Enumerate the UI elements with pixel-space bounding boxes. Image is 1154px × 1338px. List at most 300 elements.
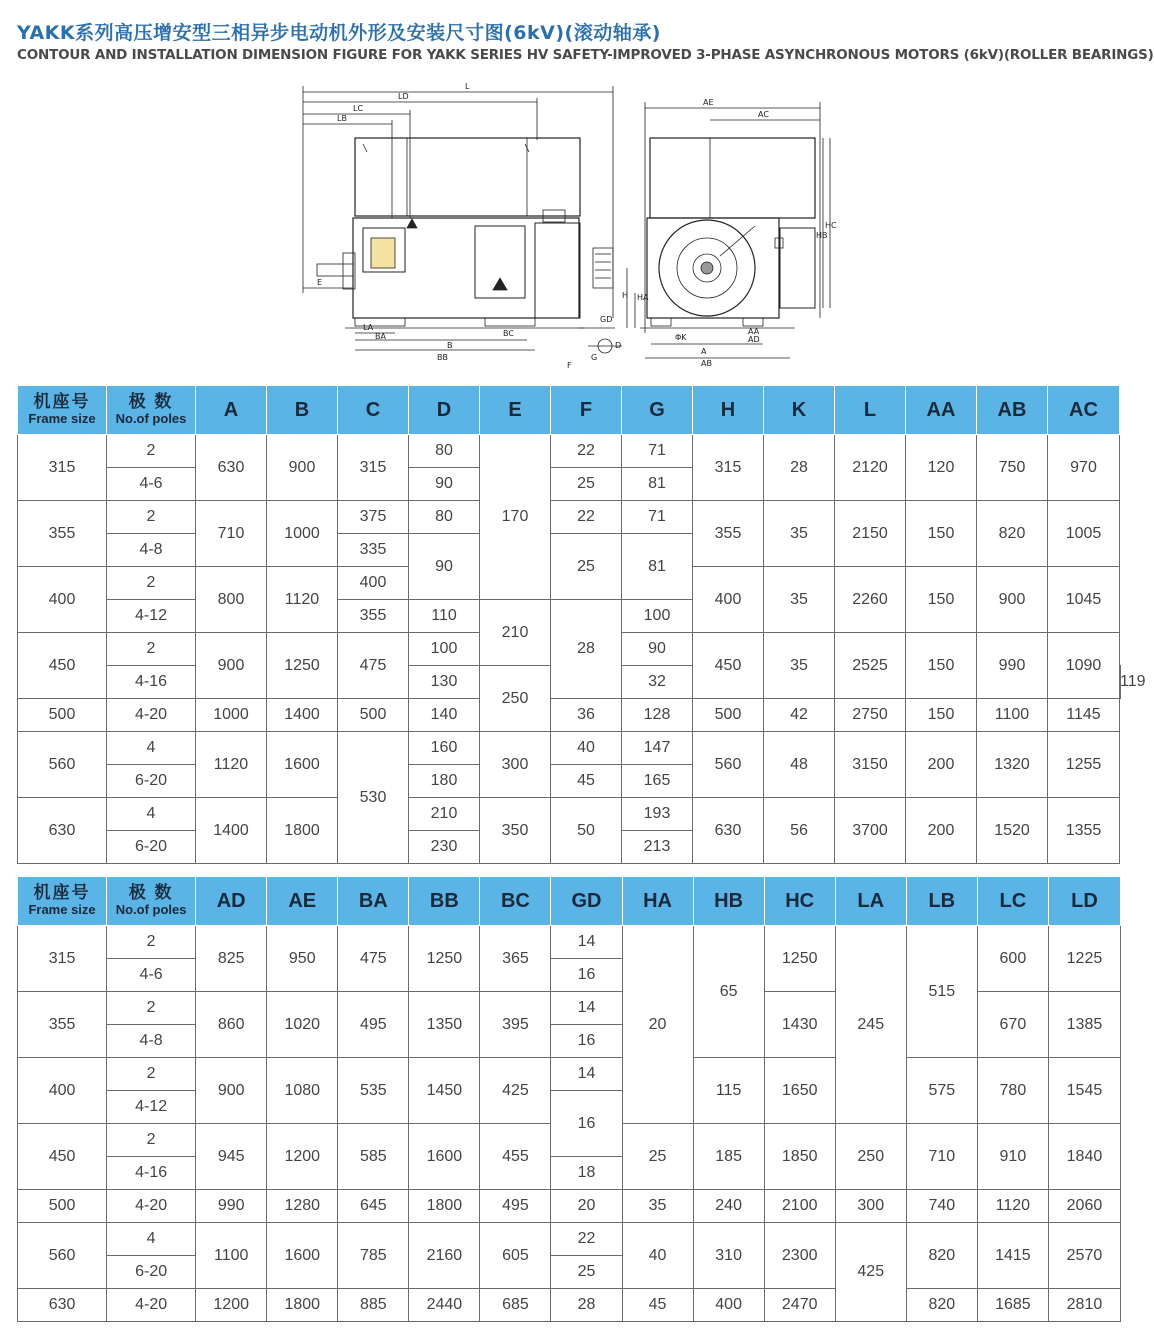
cell-gd: 16 bbox=[551, 1025, 622, 1058]
cell-bc: 455 bbox=[480, 1124, 551, 1190]
cell-f: 32 bbox=[622, 666, 693, 699]
cell-h: 500 bbox=[693, 699, 764, 732]
cell-g: 81 bbox=[622, 534, 693, 600]
header-col: HC bbox=[764, 877, 835, 926]
cell-poles: 4-20 bbox=[107, 1190, 196, 1223]
cell-frame: 450 bbox=[18, 1124, 107, 1190]
header-col: AB bbox=[977, 386, 1048, 435]
cell-b: 1000 bbox=[267, 501, 338, 567]
cell-h: 315 bbox=[693, 435, 764, 501]
dim-label-aa: AA bbox=[748, 327, 760, 336]
cell-g: 147 bbox=[622, 732, 693, 765]
cell-gd: 14 bbox=[551, 926, 622, 959]
cell-f: 25 bbox=[551, 468, 622, 501]
cell-ab: 820 bbox=[977, 501, 1048, 567]
cell-ab: 1520 bbox=[977, 798, 1048, 864]
end-view bbox=[627, 102, 830, 358]
cell-b: 1800 bbox=[267, 798, 338, 864]
cell-ac: 1090 bbox=[1048, 633, 1120, 699]
cell-gd: 14 bbox=[551, 992, 622, 1025]
cell-e: 210 bbox=[480, 600, 551, 666]
cell-ab: 900 bbox=[977, 567, 1048, 633]
cell-hb: 185 bbox=[693, 1124, 764, 1190]
cell-frame: 450 bbox=[18, 633, 107, 699]
cell-frame: 315 bbox=[18, 435, 107, 501]
table-row bbox=[18, 1190, 1121, 1223]
cell-ae: 1080 bbox=[267, 1058, 338, 1124]
cell-bb: 1250 bbox=[409, 926, 480, 992]
header-col: B bbox=[267, 386, 338, 435]
cell-ac: 1005 bbox=[1048, 501, 1120, 567]
cell-f: 40 bbox=[551, 732, 622, 765]
cell-ac: 1145 bbox=[1048, 699, 1120, 732]
header-col: BA bbox=[338, 877, 409, 926]
cell-lc: 910 bbox=[977, 1124, 1048, 1190]
cell-d: 80 bbox=[409, 501, 480, 534]
cell-poles: 4 bbox=[107, 1223, 196, 1256]
table-row bbox=[18, 926, 1121, 959]
cell-d: 100 bbox=[409, 633, 480, 666]
cell-bc: 685 bbox=[480, 1289, 551, 1322]
cell-poles: 4-6 bbox=[107, 468, 196, 501]
cell-poles: 4-12 bbox=[107, 600, 196, 633]
cell-f: 36 bbox=[551, 699, 622, 732]
cell-aa: 120 bbox=[906, 435, 977, 501]
cell-g: 165 bbox=[622, 765, 693, 798]
cell-a: 1000 bbox=[196, 699, 267, 732]
cell-ba: 885 bbox=[338, 1289, 409, 1322]
header-col: G bbox=[622, 386, 693, 435]
cell-la: 425 bbox=[835, 1223, 906, 1322]
dim-label-g: G bbox=[591, 353, 598, 362]
dim-label-la: LA bbox=[363, 323, 374, 332]
cell-lb: 515 bbox=[906, 926, 977, 1058]
header-col: LB bbox=[906, 877, 977, 926]
cell-gd: 22 bbox=[551, 1223, 622, 1256]
cell-l: 2150 bbox=[835, 501, 906, 567]
cell-la: 250 bbox=[835, 1124, 906, 1190]
cell-e: 250 bbox=[480, 666, 551, 732]
dim-label-h: H bbox=[622, 291, 629, 300]
dim-label-ha: HA bbox=[637, 293, 649, 302]
header-col: LC bbox=[977, 877, 1048, 926]
header-col: E bbox=[480, 386, 551, 435]
header-col: H bbox=[693, 386, 764, 435]
cell-ae: 1600 bbox=[267, 1223, 338, 1289]
cell-f: 28 bbox=[551, 600, 622, 699]
cell-bc: 425 bbox=[480, 1058, 551, 1124]
cell-aa: 150 bbox=[906, 567, 977, 633]
cell-ld: 1545 bbox=[1048, 1058, 1120, 1124]
table-row bbox=[18, 435, 1121, 468]
cell-ac: 970 bbox=[1048, 435, 1120, 501]
cell-hc: 2300 bbox=[764, 1223, 835, 1289]
cell-ha: 45 bbox=[622, 1289, 693, 1322]
cell-poles: 4-6 bbox=[107, 959, 196, 992]
cell-a: 1120 bbox=[196, 732, 267, 798]
header-col: LD bbox=[1048, 877, 1120, 926]
cell-gd: 18 bbox=[551, 1157, 622, 1190]
cell-d: 110 bbox=[409, 600, 480, 633]
dim-label-lc: LC bbox=[353, 104, 364, 113]
cell-ab: 990 bbox=[977, 633, 1048, 699]
cell-frame: 315 bbox=[18, 926, 107, 992]
cell-k: 42 bbox=[764, 699, 835, 732]
cell-ae: 1020 bbox=[267, 992, 338, 1058]
header-col: BB bbox=[409, 877, 480, 926]
cell-l: 2120 bbox=[835, 435, 906, 501]
cell-ae: 1280 bbox=[267, 1190, 338, 1223]
dim-label-a: A bbox=[701, 347, 707, 356]
header-col: AA bbox=[906, 386, 977, 435]
cell-la: 300 bbox=[835, 1190, 906, 1223]
side-view bbox=[303, 86, 622, 353]
cell-frame: 500 bbox=[18, 1190, 107, 1223]
cell-poles: 4-20 bbox=[107, 1289, 196, 1322]
cell-bb: 2160 bbox=[409, 1223, 480, 1289]
cell-ld: 1840 bbox=[1048, 1124, 1120, 1190]
cell-ba: 785 bbox=[338, 1223, 409, 1289]
cell-poles: 2 bbox=[107, 567, 196, 600]
cell-g: 119 bbox=[1120, 666, 1121, 699]
cell-ha: 25 bbox=[622, 1124, 693, 1190]
cell-l: 2750 bbox=[835, 699, 906, 732]
header-col: D bbox=[409, 386, 480, 435]
cell-poles: 2 bbox=[107, 926, 196, 959]
cell-g: 213 bbox=[622, 831, 693, 864]
cell-bc: 365 bbox=[480, 926, 551, 992]
cell-aa: 150 bbox=[906, 501, 977, 567]
cell-hc: 1430 bbox=[764, 992, 835, 1058]
header-col: HA bbox=[622, 877, 693, 926]
cell-ac: 1045 bbox=[1048, 567, 1120, 633]
cell-bb: 1600 bbox=[409, 1124, 480, 1190]
cell-bb: 1800 bbox=[409, 1190, 480, 1223]
cell-lb: 740 bbox=[906, 1190, 977, 1223]
cell-ab: 750 bbox=[977, 435, 1048, 501]
header-col: C bbox=[338, 386, 409, 435]
cell-lc: 1120 bbox=[977, 1190, 1048, 1223]
dim-label-d: D bbox=[615, 341, 622, 350]
cell-h: 630 bbox=[693, 798, 764, 864]
cell-lc: 780 bbox=[977, 1058, 1048, 1124]
cell-f: 45 bbox=[551, 765, 622, 798]
cell-lb: 820 bbox=[906, 1223, 977, 1289]
cell-poles: 4-8 bbox=[107, 1025, 196, 1058]
cell-bb: 1350 bbox=[409, 992, 480, 1058]
dim-label-b: B bbox=[447, 341, 453, 350]
cell-f: 22 bbox=[551, 501, 622, 534]
cell-poles: 4-12 bbox=[107, 1091, 196, 1124]
table-header-row bbox=[18, 386, 1121, 435]
cell-ld: 2810 bbox=[1048, 1289, 1120, 1322]
cell-lb: 575 bbox=[906, 1058, 977, 1124]
cell-frame: 355 bbox=[18, 992, 107, 1058]
cell-d: 90 bbox=[409, 468, 480, 501]
cell-d: 130 bbox=[409, 666, 480, 699]
cell-g: 71 bbox=[622, 435, 693, 468]
cell-ac: 1355 bbox=[1048, 798, 1120, 864]
cell-a: 1400 bbox=[196, 798, 267, 864]
cell-lc: 1685 bbox=[977, 1289, 1048, 1322]
cell-bb: 1450 bbox=[409, 1058, 480, 1124]
page-title-english: CONTOUR AND INSTALLATION DIMENSION FIGURE FOR YAKK SERIES HV SAFETY-IMPROVED 3-PHASE ASYNCHRONOUS MOTORS (6kV)(ROLLER BEARINGS) bbox=[17, 47, 1154, 63]
cell-h: 450 bbox=[693, 633, 764, 699]
dim-label-bb: BB bbox=[437, 353, 448, 362]
cell-l: 2260 bbox=[835, 567, 906, 633]
cell-hc: 2100 bbox=[764, 1190, 835, 1223]
cell-gd: 16 bbox=[551, 1091, 622, 1157]
motor-outline-drawing bbox=[295, 78, 840, 370]
cell-g: 193 bbox=[622, 798, 693, 831]
cell-poles: 4-16 bbox=[107, 666, 196, 699]
table-row bbox=[18, 699, 1121, 732]
cell-ad: 1200 bbox=[196, 1289, 267, 1322]
cell-lb: 710 bbox=[906, 1124, 977, 1190]
cell-bb: 2440 bbox=[409, 1289, 480, 1322]
cell-b: 1120 bbox=[267, 567, 338, 633]
dim-label-bc: BC bbox=[503, 329, 514, 338]
cell-hc: 2470 bbox=[764, 1289, 835, 1322]
dim-label-e: E bbox=[317, 278, 323, 287]
cell-c: 500 bbox=[338, 699, 409, 732]
cell-c: 335 bbox=[338, 534, 409, 567]
table-row bbox=[18, 732, 1121, 765]
cell-hb: 115 bbox=[693, 1058, 764, 1124]
cell-b: 1600 bbox=[267, 732, 338, 798]
dim-label-gd: GD bbox=[600, 315, 613, 324]
cell-g: 81 bbox=[622, 468, 693, 501]
cell-frame: 560 bbox=[18, 1223, 107, 1289]
cell-frame: 630 bbox=[18, 798, 107, 864]
cell-ae: 1800 bbox=[267, 1289, 338, 1322]
cell-b: 1250 bbox=[267, 633, 338, 699]
cell-k: 35 bbox=[764, 633, 835, 699]
cell-poles: 4 bbox=[107, 732, 196, 765]
dim-label-l: L bbox=[465, 82, 470, 91]
cell-poles: 4-8 bbox=[107, 534, 196, 567]
dimension-table-1 bbox=[17, 385, 1146, 864]
cell-ae: 1200 bbox=[267, 1124, 338, 1190]
cell-ae: 950 bbox=[267, 926, 338, 992]
dim-label-ae: AE bbox=[703, 98, 714, 107]
dim-label-ac: AC bbox=[758, 110, 769, 119]
header-poles: 极 数 No.of poles bbox=[107, 877, 196, 926]
table-row bbox=[18, 1058, 1121, 1091]
page-title-chinese: YAKK系列高压增安型三相异步电动机外形及安装尺寸图(6kV)(滚动轴承) bbox=[17, 22, 661, 44]
header-col: HB bbox=[693, 877, 764, 926]
cell-d: 230 bbox=[409, 831, 480, 864]
cell-ba: 475 bbox=[338, 926, 409, 992]
cell-g: 71 bbox=[622, 501, 693, 534]
header-frame-size: 机座号 Frame size bbox=[18, 386, 107, 435]
cell-c: 530 bbox=[338, 732, 409, 864]
table-row bbox=[18, 1289, 1121, 1322]
cell-a: 900 bbox=[196, 633, 267, 699]
dim-label-hc: HC bbox=[825, 221, 837, 230]
cell-d: 180 bbox=[409, 765, 480, 798]
cell-frame: 400 bbox=[18, 1058, 107, 1124]
table-header-row bbox=[18, 877, 1121, 926]
cell-frame: 630 bbox=[18, 1289, 107, 1322]
cell-h: 400 bbox=[693, 567, 764, 633]
cell-ab: 1320 bbox=[977, 732, 1048, 798]
cell-bc: 395 bbox=[480, 992, 551, 1058]
cell-frame: 560 bbox=[18, 732, 107, 798]
dim-label-f: F bbox=[567, 361, 572, 370]
header-col: L bbox=[835, 386, 906, 435]
cell-gd: 14 bbox=[551, 1058, 622, 1091]
cell-gd: 28 bbox=[551, 1289, 622, 1322]
cell-aa: 200 bbox=[906, 732, 977, 798]
cell-poles: 2 bbox=[107, 992, 196, 1025]
cell-frame: 500 bbox=[18, 699, 107, 732]
cell-hb: 310 bbox=[693, 1223, 764, 1289]
cell-hc: 1850 bbox=[764, 1124, 835, 1190]
table-row bbox=[18, 798, 1121, 831]
cell-d: 140 bbox=[409, 699, 480, 732]
cell-gd: 20 bbox=[551, 1190, 622, 1223]
cell-c: 315 bbox=[338, 435, 409, 501]
cell-c: 375 bbox=[338, 501, 409, 534]
header-col: A bbox=[196, 386, 267, 435]
cell-hb: 240 bbox=[693, 1190, 764, 1223]
cell-h: 355 bbox=[693, 501, 764, 567]
cell-ac: 1255 bbox=[1048, 732, 1120, 798]
cell-k: 35 bbox=[764, 501, 835, 567]
cell-poles: 6-20 bbox=[107, 1256, 196, 1289]
cell-poles: 2 bbox=[107, 1058, 196, 1091]
cell-h: 560 bbox=[693, 732, 764, 798]
dimension-table-2 bbox=[17, 876, 1121, 1322]
cell-aa: 150 bbox=[906, 633, 977, 699]
header-frame-size: 机座号 Frame size bbox=[18, 877, 107, 926]
cell-k: 35 bbox=[764, 567, 835, 633]
cell-ad: 990 bbox=[196, 1190, 267, 1223]
cell-bc: 605 bbox=[480, 1223, 551, 1289]
cell-poles: 4-20 bbox=[107, 699, 196, 732]
cell-l: 2525 bbox=[835, 633, 906, 699]
cell-ha: 35 bbox=[622, 1190, 693, 1223]
cell-f: 50 bbox=[551, 798, 622, 864]
cell-c: 475 bbox=[338, 633, 409, 699]
cell-c: 355 bbox=[338, 600, 409, 633]
cell-ba: 585 bbox=[338, 1124, 409, 1190]
dim-label-k: ΦK bbox=[675, 333, 687, 342]
cell-ad: 1100 bbox=[196, 1223, 267, 1289]
cell-ba: 645 bbox=[338, 1190, 409, 1223]
cell-lc: 1415 bbox=[977, 1223, 1048, 1289]
header-col: AC bbox=[1048, 386, 1120, 435]
cell-g: 100 bbox=[622, 600, 693, 633]
cell-poles: 4-16 bbox=[107, 1157, 196, 1190]
cell-poles: 6-20 bbox=[107, 765, 196, 798]
cell-hc: 1650 bbox=[764, 1058, 835, 1124]
cell-ba: 495 bbox=[338, 992, 409, 1058]
table-row bbox=[18, 501, 1121, 534]
cell-ld: 2060 bbox=[1048, 1190, 1120, 1223]
dim-label-lb: LB bbox=[337, 114, 347, 123]
cell-poles: 6-20 bbox=[107, 831, 196, 864]
cell-g: 128 bbox=[622, 699, 693, 732]
cell-hb: 400 bbox=[693, 1289, 764, 1322]
cell-aa: 200 bbox=[906, 798, 977, 864]
cell-ad: 900 bbox=[196, 1058, 267, 1124]
header-col: AE bbox=[267, 877, 338, 926]
dim-label-ab: AB bbox=[701, 359, 712, 368]
cell-lc: 670 bbox=[977, 992, 1048, 1058]
cell-gd: 25 bbox=[551, 1256, 622, 1289]
cell-hc: 1250 bbox=[764, 926, 835, 992]
cell-d: 80 bbox=[409, 435, 480, 468]
cell-ad: 860 bbox=[196, 992, 267, 1058]
cell-bc: 495 bbox=[480, 1190, 551, 1223]
cell-l: 3150 bbox=[835, 732, 906, 798]
cell-ld: 1385 bbox=[1048, 992, 1120, 1058]
cell-lc: 600 bbox=[977, 926, 1048, 992]
cell-ld: 2570 bbox=[1048, 1223, 1120, 1289]
cell-lb: 820 bbox=[906, 1289, 977, 1322]
cell-e: 170 bbox=[480, 435, 551, 600]
cell-frame: 355 bbox=[18, 501, 107, 567]
dim-label-hb: HB bbox=[816, 231, 828, 240]
header-poles: 极 数 No.of poles bbox=[107, 386, 196, 435]
cell-d: 160 bbox=[409, 732, 480, 765]
cell-b: 1400 bbox=[267, 699, 338, 732]
cell-k: 56 bbox=[764, 798, 835, 864]
cell-k: 28 bbox=[764, 435, 835, 501]
cell-d: 210 bbox=[409, 798, 480, 831]
cell-poles: 4 bbox=[107, 798, 196, 831]
cell-la: 245 bbox=[835, 926, 906, 1124]
table-row bbox=[18, 1223, 1121, 1256]
header-col: GD bbox=[551, 877, 622, 926]
cell-ha: 20 bbox=[622, 926, 693, 1124]
header-col: K bbox=[764, 386, 835, 435]
cell-gd: 16 bbox=[551, 959, 622, 992]
cell-e: 300 bbox=[480, 732, 551, 798]
header-col: AD bbox=[196, 877, 267, 926]
cell-poles: 2 bbox=[107, 435, 196, 468]
cell-l: 3700 bbox=[835, 798, 906, 864]
dim-label-ad: AD bbox=[748, 335, 760, 344]
cell-poles: 2 bbox=[107, 1124, 196, 1157]
cell-ld: 1225 bbox=[1048, 926, 1120, 992]
cell-d: 90 bbox=[409, 534, 480, 600]
cell-aa: 150 bbox=[906, 699, 977, 732]
cell-ad: 945 bbox=[196, 1124, 267, 1190]
cell-f: 22 bbox=[551, 435, 622, 468]
cell-hb: 65 bbox=[693, 926, 764, 1058]
header-col: LA bbox=[835, 877, 906, 926]
cell-ba: 535 bbox=[338, 1058, 409, 1124]
cell-ha: 40 bbox=[622, 1223, 693, 1289]
cell-a: 710 bbox=[196, 501, 267, 567]
cell-g: 90 bbox=[622, 633, 693, 666]
cell-a: 630 bbox=[196, 435, 267, 501]
cell-k: 48 bbox=[764, 732, 835, 798]
cell-c: 400 bbox=[338, 567, 409, 600]
cell-ab: 1100 bbox=[977, 699, 1048, 732]
cell-poles: 2 bbox=[107, 501, 196, 534]
cell-ad: 825 bbox=[196, 926, 267, 992]
cell-a: 800 bbox=[196, 567, 267, 633]
cell-e: 350 bbox=[480, 798, 551, 864]
cell-frame: 400 bbox=[18, 567, 107, 633]
dim-label-ba: BA bbox=[375, 332, 386, 341]
header-col: BC bbox=[480, 877, 551, 926]
header-col: F bbox=[551, 386, 622, 435]
